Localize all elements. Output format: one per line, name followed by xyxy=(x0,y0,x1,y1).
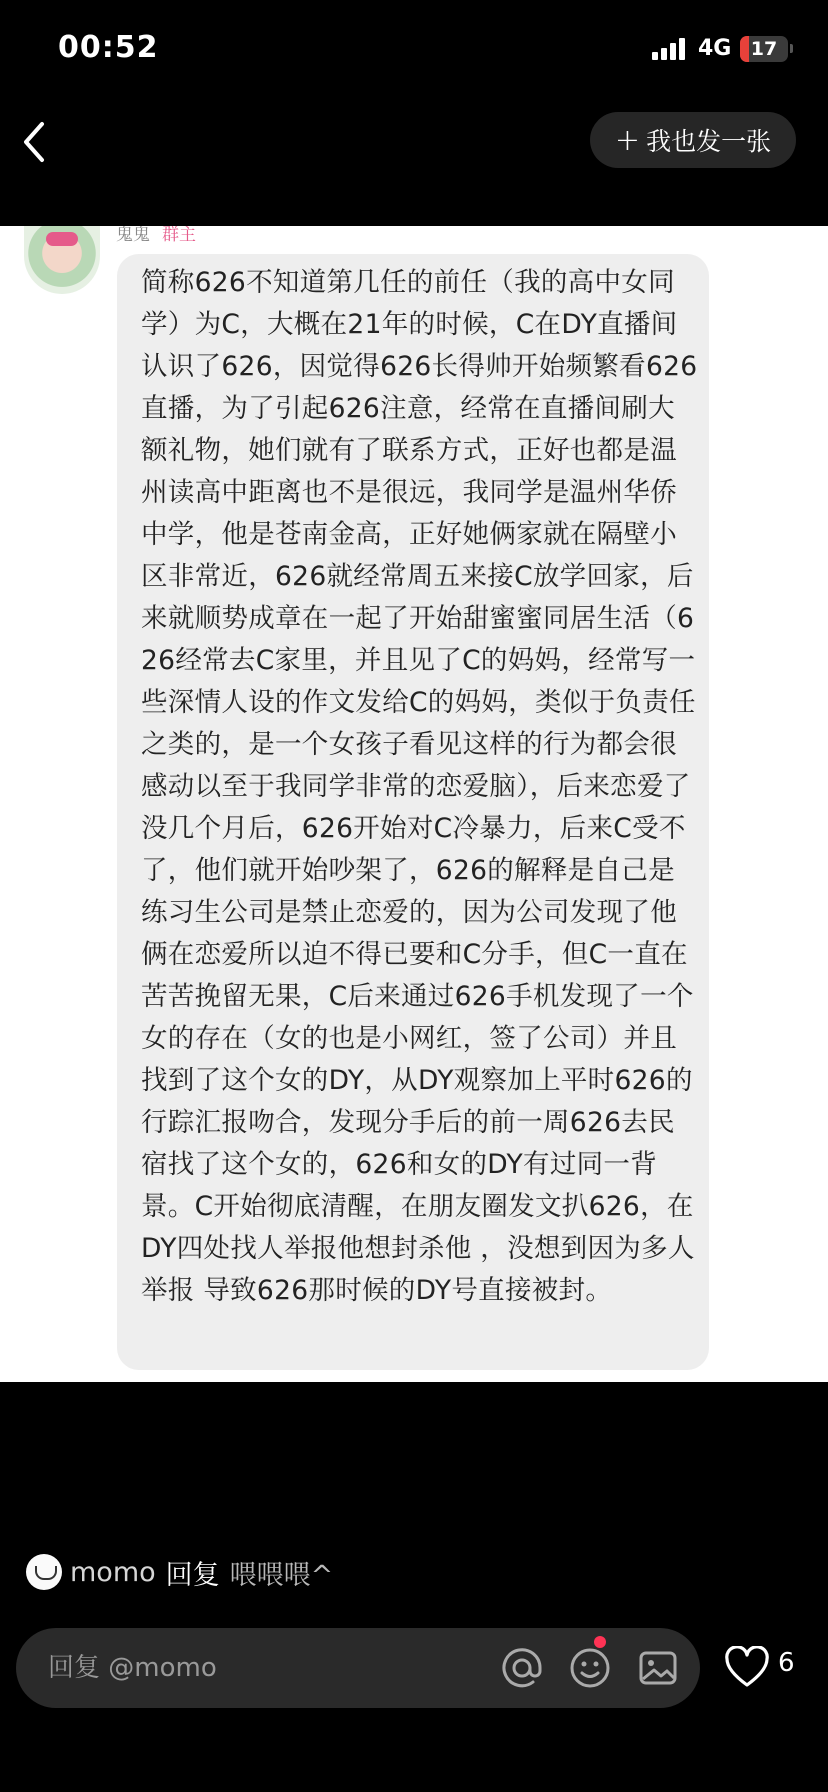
avatar-face xyxy=(35,1566,57,1580)
back-button[interactable] xyxy=(18,118,58,166)
reply-info xyxy=(26,1552,333,1592)
back-icon xyxy=(18,118,58,166)
avatar-bow xyxy=(46,232,78,246)
like-count: 6 xyxy=(778,1648,795,1678)
image-icon xyxy=(636,1646,680,1690)
message-text: 简称626不知道第几任的前任（我的高中女同学）为C，大概在21年的时候，C在DY直播间认识了626，因觉得626长得帅开始频繁看626直播，为了引起626注意，经常在直播间刷大额礼物，她们就有了联系方式，正好也都是温州读高中距离也不是很远，我同学是温州华侨中学，他是苍南金高，正好她俩家就在隔壁小区非常近，626就经常周五来接C放学回家，后来就顺势成章在一起了开始甜蜜蜜同居生活（626经常去C家里，并且见了C的妈妈，经常写一些深情人设的作文发给C的妈妈，类似于负责任之类的，是一个女孩子看见这样的行为都会很感动以至于我同学非常的恋爱脑），后来恋爱了没几个月后，626开始对C冷暴力，后来C受不了，他们就开始吵架了，626的解释是自己是练习生公司是禁止恋爱的，因为公司发现了他俩在恋爱所以迫不得已要和C分手，但C一直在苦苦挽留无果，C后来通过626手机发现了一个女的存在（女的也是小网红，签了公司）并且找到了这个女的DY，从DY观察加上平时626的行踪汇报吻合，发现分手后的前一周626去民宿找了这个女的，626和女的DY有过同一背景。C开始彻底清醒，在朋友圈发文扒626，在DY四处找人举报他想封杀他 ，没想到因为多人举报 导致626那时候的DY号直接被封。 xyxy=(141,267,698,1306)
post-also-label: 我也发一张 xyxy=(646,127,772,156)
reply-username[interactable]: momo xyxy=(70,1556,156,1588)
status-time: 00:52 xyxy=(58,30,159,65)
post-also-button[interactable] xyxy=(590,112,796,168)
message-bubble xyxy=(117,254,709,1370)
sender-avatar xyxy=(24,226,100,294)
sender-role-tag: 群主 xyxy=(162,226,196,245)
status-bar xyxy=(0,0,828,100)
mention-button[interactable] xyxy=(500,1646,544,1690)
image-button[interactable] xyxy=(636,1646,680,1690)
emoji-icon xyxy=(568,1646,612,1690)
shared-screenshot xyxy=(0,226,828,1382)
notification-dot xyxy=(594,1636,606,1648)
battery-level: 17 xyxy=(750,38,778,60)
reply-verb: 回复 xyxy=(165,1559,220,1591)
at-icon xyxy=(500,1646,544,1690)
battery-tip xyxy=(790,44,793,53)
emoji-button[interactable] xyxy=(568,1646,612,1690)
heart-icon xyxy=(724,1646,770,1690)
battery-icon xyxy=(740,36,788,62)
like-button[interactable] xyxy=(724,1646,770,1690)
reply-input[interactable]: 回复 @momo xyxy=(48,1653,217,1683)
plus-icon: + xyxy=(614,122,641,158)
reply-text: 喂喂喂^ xyxy=(229,1559,334,1591)
network-type: 4G xyxy=(698,36,732,61)
signal-icon xyxy=(652,38,685,60)
sender-name: 鬼鬼 xyxy=(116,226,150,245)
reply-avatar[interactable] xyxy=(26,1554,62,1590)
